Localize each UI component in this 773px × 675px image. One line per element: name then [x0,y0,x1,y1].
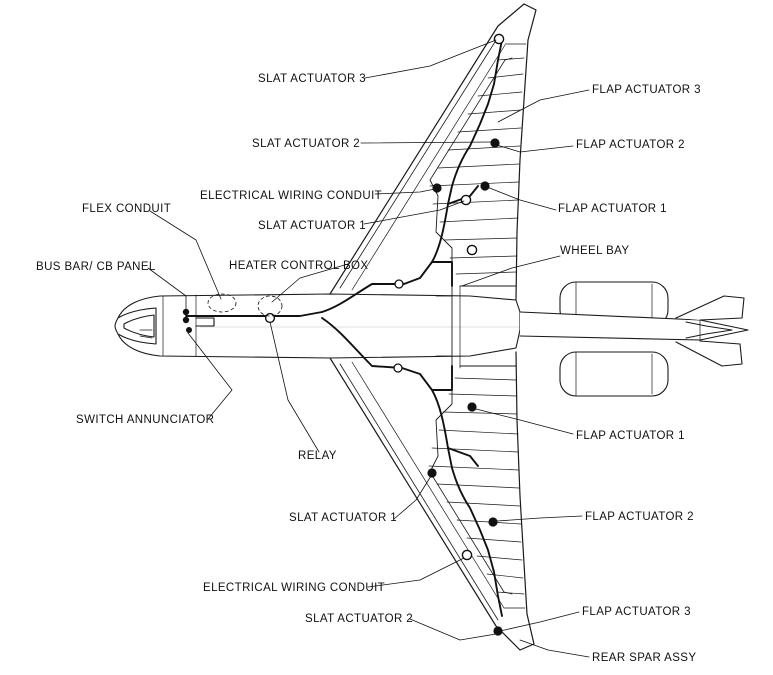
label-flex-conduit: FLEX CONDUIT [82,203,172,215]
label-slat-actuator-2-lower: SLAT ACTUATOR 2 [305,613,414,625]
label-flap-actuator-3-lower: FLAP ACTUATOR 3 [582,606,691,618]
label-slat-actuator-1-upper: SLAT ACTUATOR 1 [258,220,367,232]
upper-wing [330,4,536,300]
label-electrical-wiring-conduit-lower: ELECTRICAL WIRING CONDUIT [203,582,386,594]
label-switch-annunciator: SWITCH ANNUNCIATOR [76,414,215,426]
label-electrical-wiring-conduit-upper: ELECTRICAL WIRING CONDUIT [200,190,383,202]
label-slat-actuator-2-upper: SLAT ACTUATOR 2 [252,138,361,150]
label-flap-actuator-1-upper: FLAP ACTUATOR 1 [558,203,667,215]
label-flap-actuator-3-upper: FLAP ACTUATOR 3 [592,84,701,96]
label-flap-actuator-1-lower: FLAP ACTUATOR 1 [576,430,685,442]
lower-wing [330,352,534,650]
label-rear-spar-assy: REAR SPAR ASSY [592,652,697,664]
label-heater-control-box: HEATER CONTROL BOX [229,260,369,272]
label-wheel-bay: WHEEL BAY [560,245,630,257]
label-relay: RELAY [298,450,337,462]
label-slat-actuator-3-upper: SLAT ACTUATOR 3 [258,73,367,85]
fuselage-outline [115,294,520,358]
label-flap-actuator-2-upper: FLAP ACTUATOR 2 [576,139,685,151]
label-flap-actuator-2-lower: FLAP ACTUATOR 2 [585,511,694,523]
label-bus-bar-cb-panel: BUS BAR/ CB PANEL [36,261,156,273]
label-slat-actuator-1-lower: SLAT ACTUATOR 1 [289,512,398,524]
